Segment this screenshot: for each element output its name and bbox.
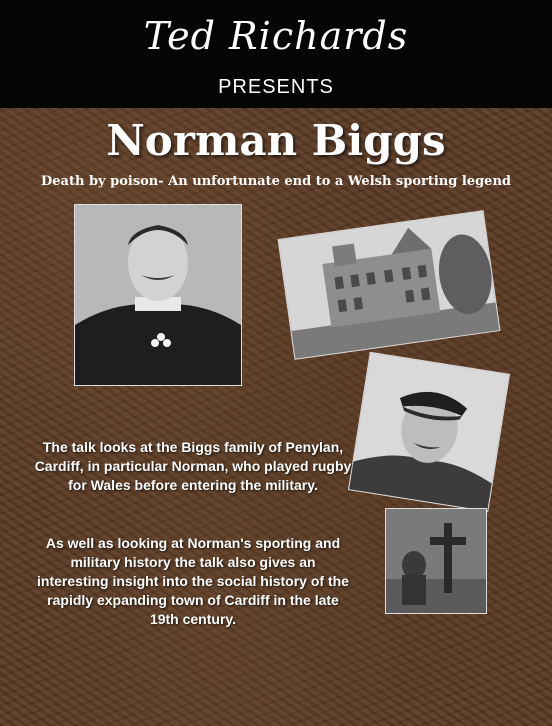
rugby-portrait-photo (74, 204, 242, 386)
header-banner (0, 0, 552, 108)
intro-paragraph: The talk looks at the Biggs family of Penylan, Cardiff, in particular Norman, who played rugby for Wales before entering the military. (34, 439, 352, 493)
mansion-photo (278, 210, 501, 360)
brand-name: Ted Richards (143, 14, 409, 58)
history-paragraph: As well as looking at Norman's sporting and military history the talk also gives an interesting insight into the social history of the rapidly expanding town of Cardiff in the late 19th century. (37, 535, 349, 627)
grave-cross-photo (385, 508, 487, 614)
page-subtitle: Death by poison- An unfortunate end to a Welsh sporting legend (41, 174, 511, 189)
presents-label: PRESENTS (218, 76, 334, 98)
military-portrait-photo (348, 352, 510, 512)
page-title: Norman Biggs (106, 116, 446, 165)
